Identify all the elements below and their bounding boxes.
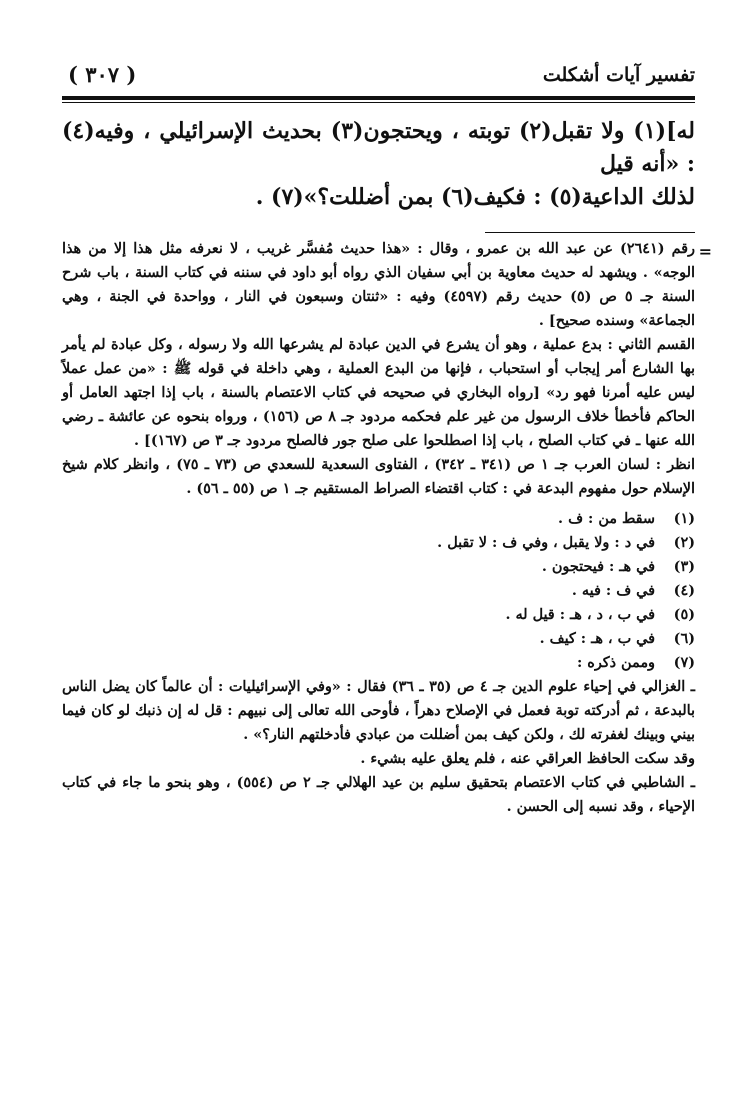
footnote-item [62, 603, 695, 627]
footnote-number: (٥) [673, 606, 695, 623]
main-text-line: لذلك الداعية(٥) : فكيف(٦) بمن أضللت؟»(٧) . [255, 184, 695, 210]
footnote-item [62, 579, 695, 603]
footnote-separator [485, 232, 695, 233]
footnote-7-paragraph: ـ الشاطبي في كتاب الاعتصام بتحقيق سليم بن عيد الهلالي جـ ٢ ص (٥٥٤) ، وهو بنحو ما جاء في كتاب الإحياء ، وقد نسبه إلى الحسن . [62, 774, 695, 815]
continuation-paragraph: رقم (٢٦٤١) عن عبد الله بن عمرو ، وقال : «هذا حديث مُفسَّر غريب ، لا نعرفه مثل هذا إلا من هذا الوجه» . ويشهد له حديث معاوية بن أبي سفيان الذي رواه أبو داود في سننه في كتاب السنة ، باب شرح السنة جـ ٥ ص (٥) حديث رقم (٤٥٩٧) وفيه : «ثنتان وسبعون في النار ، وواحدة في الجنة ، وهي الجماعة» وسنده صحيح] . [62, 240, 695, 329]
footnote-text: وممن ذكره : [576, 654, 655, 671]
page-number: ( ٣٠٧ ) [68, 62, 137, 87]
footnote-number: (٢) [673, 534, 695, 551]
footnote-item [62, 531, 695, 555]
page-header [62, 62, 695, 90]
footnote-number: (٣) [673, 558, 695, 575]
footnote-7-body [62, 675, 695, 819]
footnote-continuation [62, 237, 712, 501]
footnote-text: في ب ، د ، هـ : قيل له . [505, 606, 655, 623]
footnote-item [62, 627, 695, 651]
header-rule-thin [62, 102, 695, 103]
continuation-paragraph: انظر : لسان العرب جـ ١ ص (٣٤١ ـ ٣٤٢) ، الفتاوى السعدية للسعدي ص (٧٣ ـ ٧٥) ، وانظر كلام شيخ الإسلام حول مفهوم البدعة في : كتاب اقتضاء الصراط المستقيم جـ ١ ص (٥٥ ـ ٥٦) . [62, 456, 695, 497]
book-page [62, 62, 712, 819]
running-title: تفسير آيات أشكلت [542, 64, 695, 86]
footnote-number: (٤) [673, 582, 695, 599]
main-text [62, 115, 695, 214]
continuation-paragraph: القسم الثاني : بدع عملية ، وهو أن يشرع في الدين عبادة لم يشرعها الله ولا رسوله ، وكل عبادة لم يأمر بها الشارع أمر إيجاب أو استحباب ، فإنها من البدع العملية ، وهي داخلة في قوله ﷺ : «من عمل عملاً ليس عليه أمرنا فهو رد» [رواه البخاري في صحيحه في كتاب الاعتصام بالسنة ، باب إذا اجتهد العامل أو الحاكم فأخطأ خلاف الرسول من غير علم فحكمه مردود جـ ٨ ص (١٥٦) ، ورواه بنحوه عن عائشة ـ رضي الله عنها ـ في كتاب الصلح ، باب إذا اصطلحوا على صلح جور فالصلح مردود جـ ٣ ص (١٦٧)] . [62, 336, 695, 449]
footnote-number: (٦) [673, 630, 695, 647]
footnotes [62, 507, 695, 819]
footnote-text: في ب ، هـ : كيف . [539, 630, 655, 647]
footnote-number: (٧) [673, 654, 695, 671]
footnote-7-paragraph: ـ الغزالي في إحياء علوم الدين جـ ٤ ص (٣٥ ـ ٣٦) فقال : «وفي الإسرائيليات : أن عالماً كان يضل الناس بالبدعة ، ثم أدركته توبة فعمل في الإصلاح دهراً ، فأوحى الله تعالى إلى نبيهم : قل له إن ذنبك لو كان فيما بيني وبينك لغفرته لك ، ولكن كيف بمن أضللت من عبادي فأدخلتهم النار؟» . [62, 678, 695, 743]
header-rule-thick [62, 96, 695, 100]
footnote-item [62, 507, 695, 531]
footnote-7-paragraph: وقد سكت الحافظ العراقي عنه ، فلم يعلق عليه بشيء . [360, 750, 695, 767]
footnote-text: في د : ولا يقبل ، وفي ف : لا تقبل . [437, 534, 655, 551]
footnote-text: سقط من : ف . [558, 510, 655, 527]
main-text-line: له](١) ولا تقبل(٢) توبته ، ويحتجون(٣) بحديث الإسرائيلي ، وفيه(٤) : «أنه قيل [62, 118, 695, 177]
footnote-number: (١) [673, 510, 695, 527]
footnote-item [62, 651, 695, 675]
footnote-text: في ف : فيه . [571, 582, 655, 599]
footnote-item [62, 555, 695, 579]
continuation-mark: = [698, 242, 712, 261]
footnote-text: في هـ : فيحتجون . [541, 558, 655, 575]
